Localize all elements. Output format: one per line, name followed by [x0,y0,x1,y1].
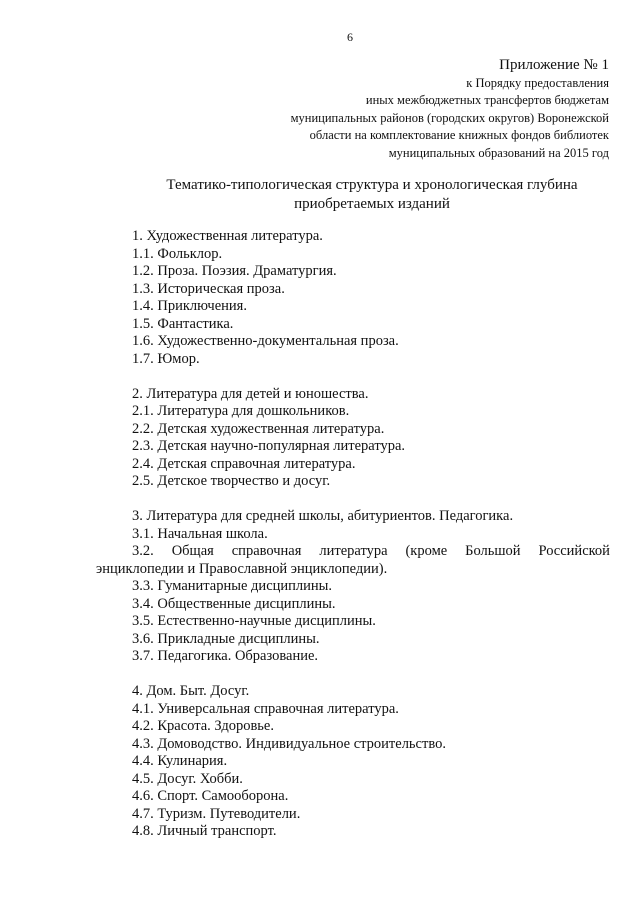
list-item-wrapped [96,543,610,578]
list-item: 3.6. Прикладные дисциплины. [132,630,320,647]
list-item: 1.1. Фольклор. [132,245,223,262]
list-item: 3.1. Начальная школа. [132,525,268,542]
appendix-header [291,55,609,162]
word: Российской [538,543,610,559]
word: Общая [171,543,214,559]
list-item: 2.1. Литература для дошкольников. [132,403,350,419]
section-heading: 4. Дом. Быт. Досуг. [132,683,250,699]
appendix-line: муниципальных образований на 2015 год [388,145,609,160]
document-title [0,176,640,214]
section-3 [96,508,610,666]
section-heading: 1. Художественная литература. [132,228,323,244]
list-item: 1.7. Юмор. [132,350,200,367]
appendix-title: Приложение № 1 [499,57,609,73]
list-item-line [96,543,610,561]
list-item: 4.2. Красота. Здоровье. [132,718,274,734]
list-item: 4.1. Универсальная справочная литература. [132,700,399,717]
list-item: 1.4. Приключения. [132,298,247,314]
section-2 [96,386,610,491]
document-body [96,228,610,858]
list-item: 1.6. Художественно-документальная проза. [132,333,399,349]
appendix-line: иных межбюджетных трансфертов бюджетам [365,93,609,108]
list-item: 2.2. Детская художественная литература. [132,420,385,437]
list-item: 1.5. Фантастика. [132,315,234,332]
list-item: 2.5. Детское творчество и досуг. [132,473,331,489]
page-number: 6 [347,30,353,44]
list-item: 1.2. Проза. Поэзия. Драматургия. [132,263,337,279]
word: 3.2. [132,543,154,559]
list-item: 3.4. Общественные дисциплины. [132,595,336,612]
list-item: 2.3. Детская научно-популярная литература. [132,438,406,454]
word: (кроме [405,543,448,559]
list-item: 4.4. Кулинария. [132,753,228,769]
list-item: 3.5. Естественно-научные дисциплины. [132,613,376,629]
section-4 [96,683,610,841]
list-item: 4.5. Досуг. Хобби. [132,770,243,787]
list-item: 4.7. Туризм. Путеводители. [132,805,301,822]
section-1 [96,228,610,368]
word: справочная [231,543,302,559]
list-item: 3.7. Педагогика. Образование. [132,648,319,664]
appendix-line: к Порядку предоставления [466,76,609,90]
list-item: 4.6. Спорт. Самооборона. [132,788,289,804]
document-title-line: Тематико-типологическая структура и хронологическая глубина [166,177,578,193]
word: литература [319,543,388,559]
document-title-line: приобретаемых изданий [294,196,450,212]
section-heading: 3. Литература для средней школы, абитуриентов. Педагогика. [132,508,514,524]
list-item: 2.4. Детская справочная литература. [132,455,356,472]
appendix-line: муниципальных районов (городских округов) Воронежской [290,110,609,125]
word: Большой [465,543,521,559]
list-item: 1.3. Историческая проза. [132,280,285,297]
list-item: 3.3. Гуманитарные дисциплины. [132,578,333,594]
list-item-line: энциклопедии и Православной энциклопедии). [96,560,388,577]
appendix-line: области на комплектование книжных фондов библиотек [309,128,609,143]
list-item: 4.8. Личный транспорт. [132,823,277,839]
section-heading: 2. Литература для детей и юношества. [132,385,369,402]
list-item: 4.3. Домоводство. Индивидуальное строительство. [132,735,446,752]
